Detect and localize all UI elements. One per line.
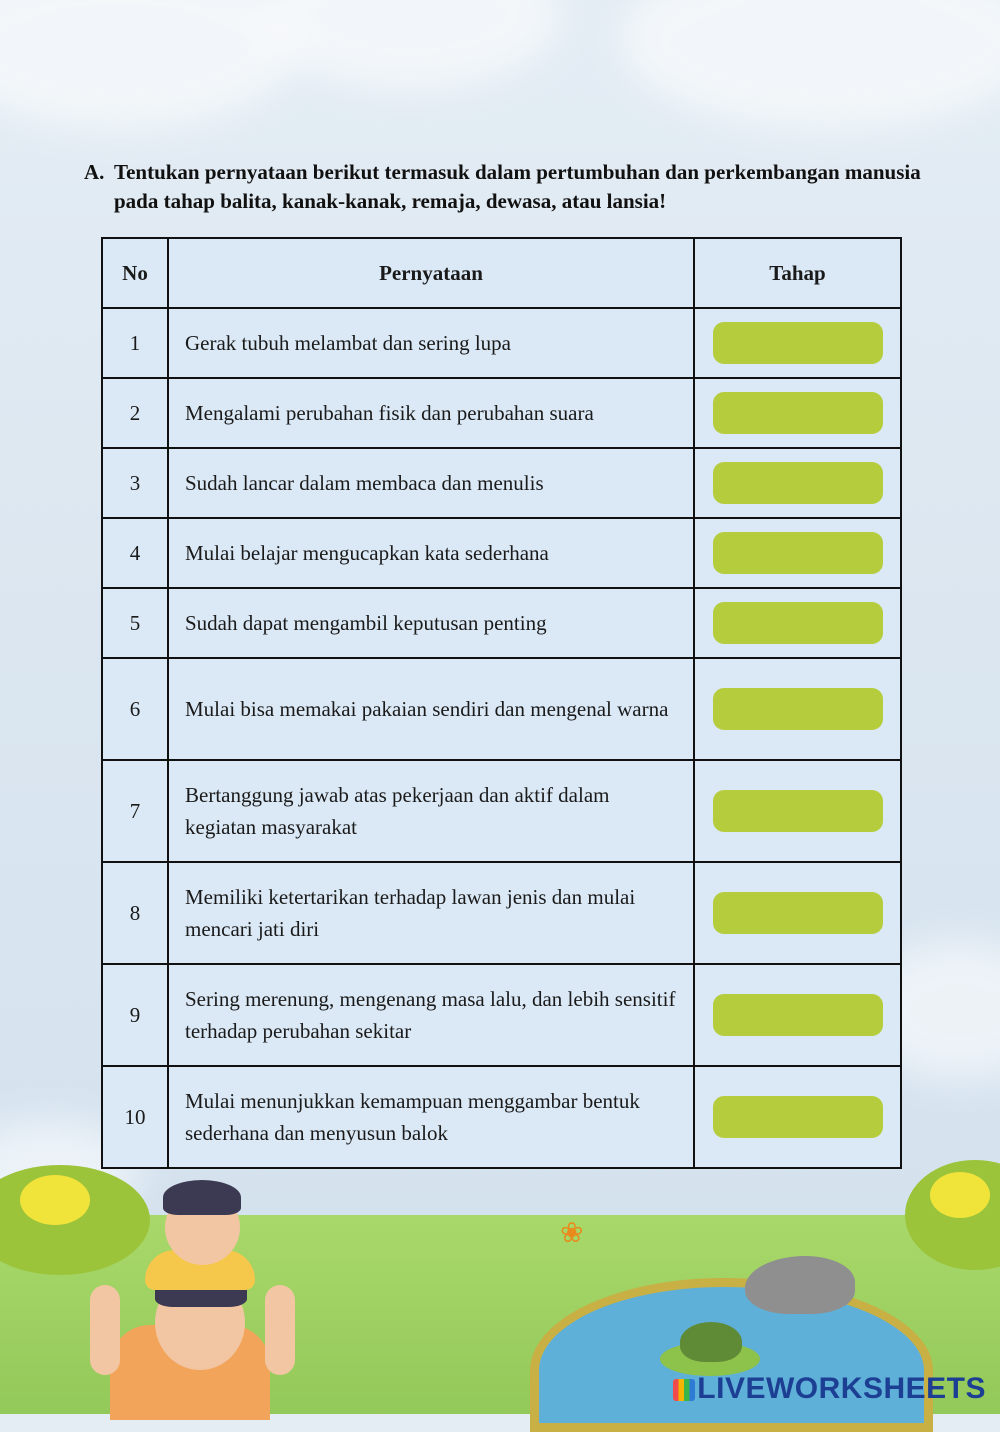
table-row (102, 760, 901, 862)
header-no: No (102, 238, 168, 308)
answer-cell (694, 518, 901, 588)
answer-cell (694, 308, 901, 378)
answer-input-6[interactable] (713, 688, 883, 730)
answer-input-4[interactable] (713, 532, 883, 574)
row-statement: Mulai bisa memakai pakaian sendiri dan mengenal warna (168, 658, 694, 760)
table-row (102, 448, 901, 518)
row-number: 10 (102, 1066, 168, 1168)
worksheet-table (101, 237, 902, 1169)
cloud-decoration (0, 0, 300, 130)
brand-mark-icon (673, 1379, 695, 1401)
cloud-decoration (620, 0, 1000, 130)
row-statement: Sudah lancar dalam membaca dan menulis (168, 448, 694, 518)
row-number: 5 (102, 588, 168, 658)
row-number: 3 (102, 448, 168, 518)
liveworksheets-logo (673, 1372, 986, 1406)
row-statement: Memiliki ketertarikan terhadap lawan jenis dan mulai mencari jati diri (168, 862, 694, 964)
row-number: 2 (102, 378, 168, 448)
instruction (84, 158, 944, 216)
row-number: 6 (102, 658, 168, 760)
row-statement: Mulai menunjukkan kemampuan menggambar bentuk sederhana dan menyusun balok (168, 1066, 694, 1168)
cloud-decoration (260, 0, 560, 90)
row-statement: Bertanggung jawab atas pekerjaan dan aktif dalam kegiatan masyarakat (168, 760, 694, 862)
header-statement: Pernyataan (168, 238, 694, 308)
instruction-text: Tentukan pernyataan berikut termasuk dalam pertumbuhan dan perkembangan manusia pada tahap balita, kanak-kanak, remaja, dewasa, atau lansia! (114, 160, 921, 213)
rock-illustration (745, 1256, 855, 1314)
table-row (102, 862, 901, 964)
frog-icon (680, 1322, 742, 1362)
answer-input-7[interactable] (713, 790, 883, 832)
answer-cell (694, 964, 901, 1066)
row-statement: Gerak tubuh melambat dan sering lupa (168, 308, 694, 378)
row-statement: Sering merenung, mengenang masa lalu, dan lebih sensitif terhadap perubahan sekitar (168, 964, 694, 1066)
answer-input-2[interactable] (713, 392, 883, 434)
table-row (102, 588, 901, 658)
row-number: 7 (102, 760, 168, 862)
table-row (102, 1066, 901, 1168)
row-statement: Mengalami perubahan fisik dan perubahan suara (168, 378, 694, 448)
row-statement: Sudah dapat mengambil keputusan penting (168, 588, 694, 658)
row-number: 9 (102, 964, 168, 1066)
answer-cell (694, 1066, 901, 1168)
row-number: 8 (102, 862, 168, 964)
instruction-number: A. (84, 160, 105, 184)
table-row (102, 658, 901, 760)
table-row (102, 308, 901, 378)
table-row (102, 964, 901, 1066)
child-hair (163, 1180, 241, 1215)
table-row (102, 378, 901, 448)
answer-input-10[interactable] (713, 1096, 883, 1138)
answer-cell (694, 760, 901, 862)
answer-cell (694, 378, 901, 448)
father-arm-right (265, 1285, 295, 1375)
answer-input-3[interactable] (713, 462, 883, 504)
answer-input-8[interactable] (713, 892, 883, 934)
butterfly-icon: ❀ (560, 1218, 584, 1249)
header-stage: Tahap (694, 238, 901, 308)
brand-name: LIVEWORKSHEETS (697, 1372, 986, 1405)
row-statement: Mulai belajar mengucapkan kata sederhana (168, 518, 694, 588)
answer-input-5[interactable] (713, 602, 883, 644)
father-child-illustration (60, 1175, 320, 1414)
table-row (102, 518, 901, 588)
answer-cell (694, 448, 901, 518)
answer-cell (694, 588, 901, 658)
table-header-row (102, 238, 901, 308)
answer-input-9[interactable] (713, 994, 883, 1036)
flower-cluster-icon (930, 1172, 990, 1218)
answer-input-1[interactable] (713, 322, 883, 364)
father-arm-left (90, 1285, 120, 1375)
answer-cell (694, 658, 901, 760)
row-number: 1 (102, 308, 168, 378)
row-number: 4 (102, 518, 168, 588)
answer-cell (694, 862, 901, 964)
